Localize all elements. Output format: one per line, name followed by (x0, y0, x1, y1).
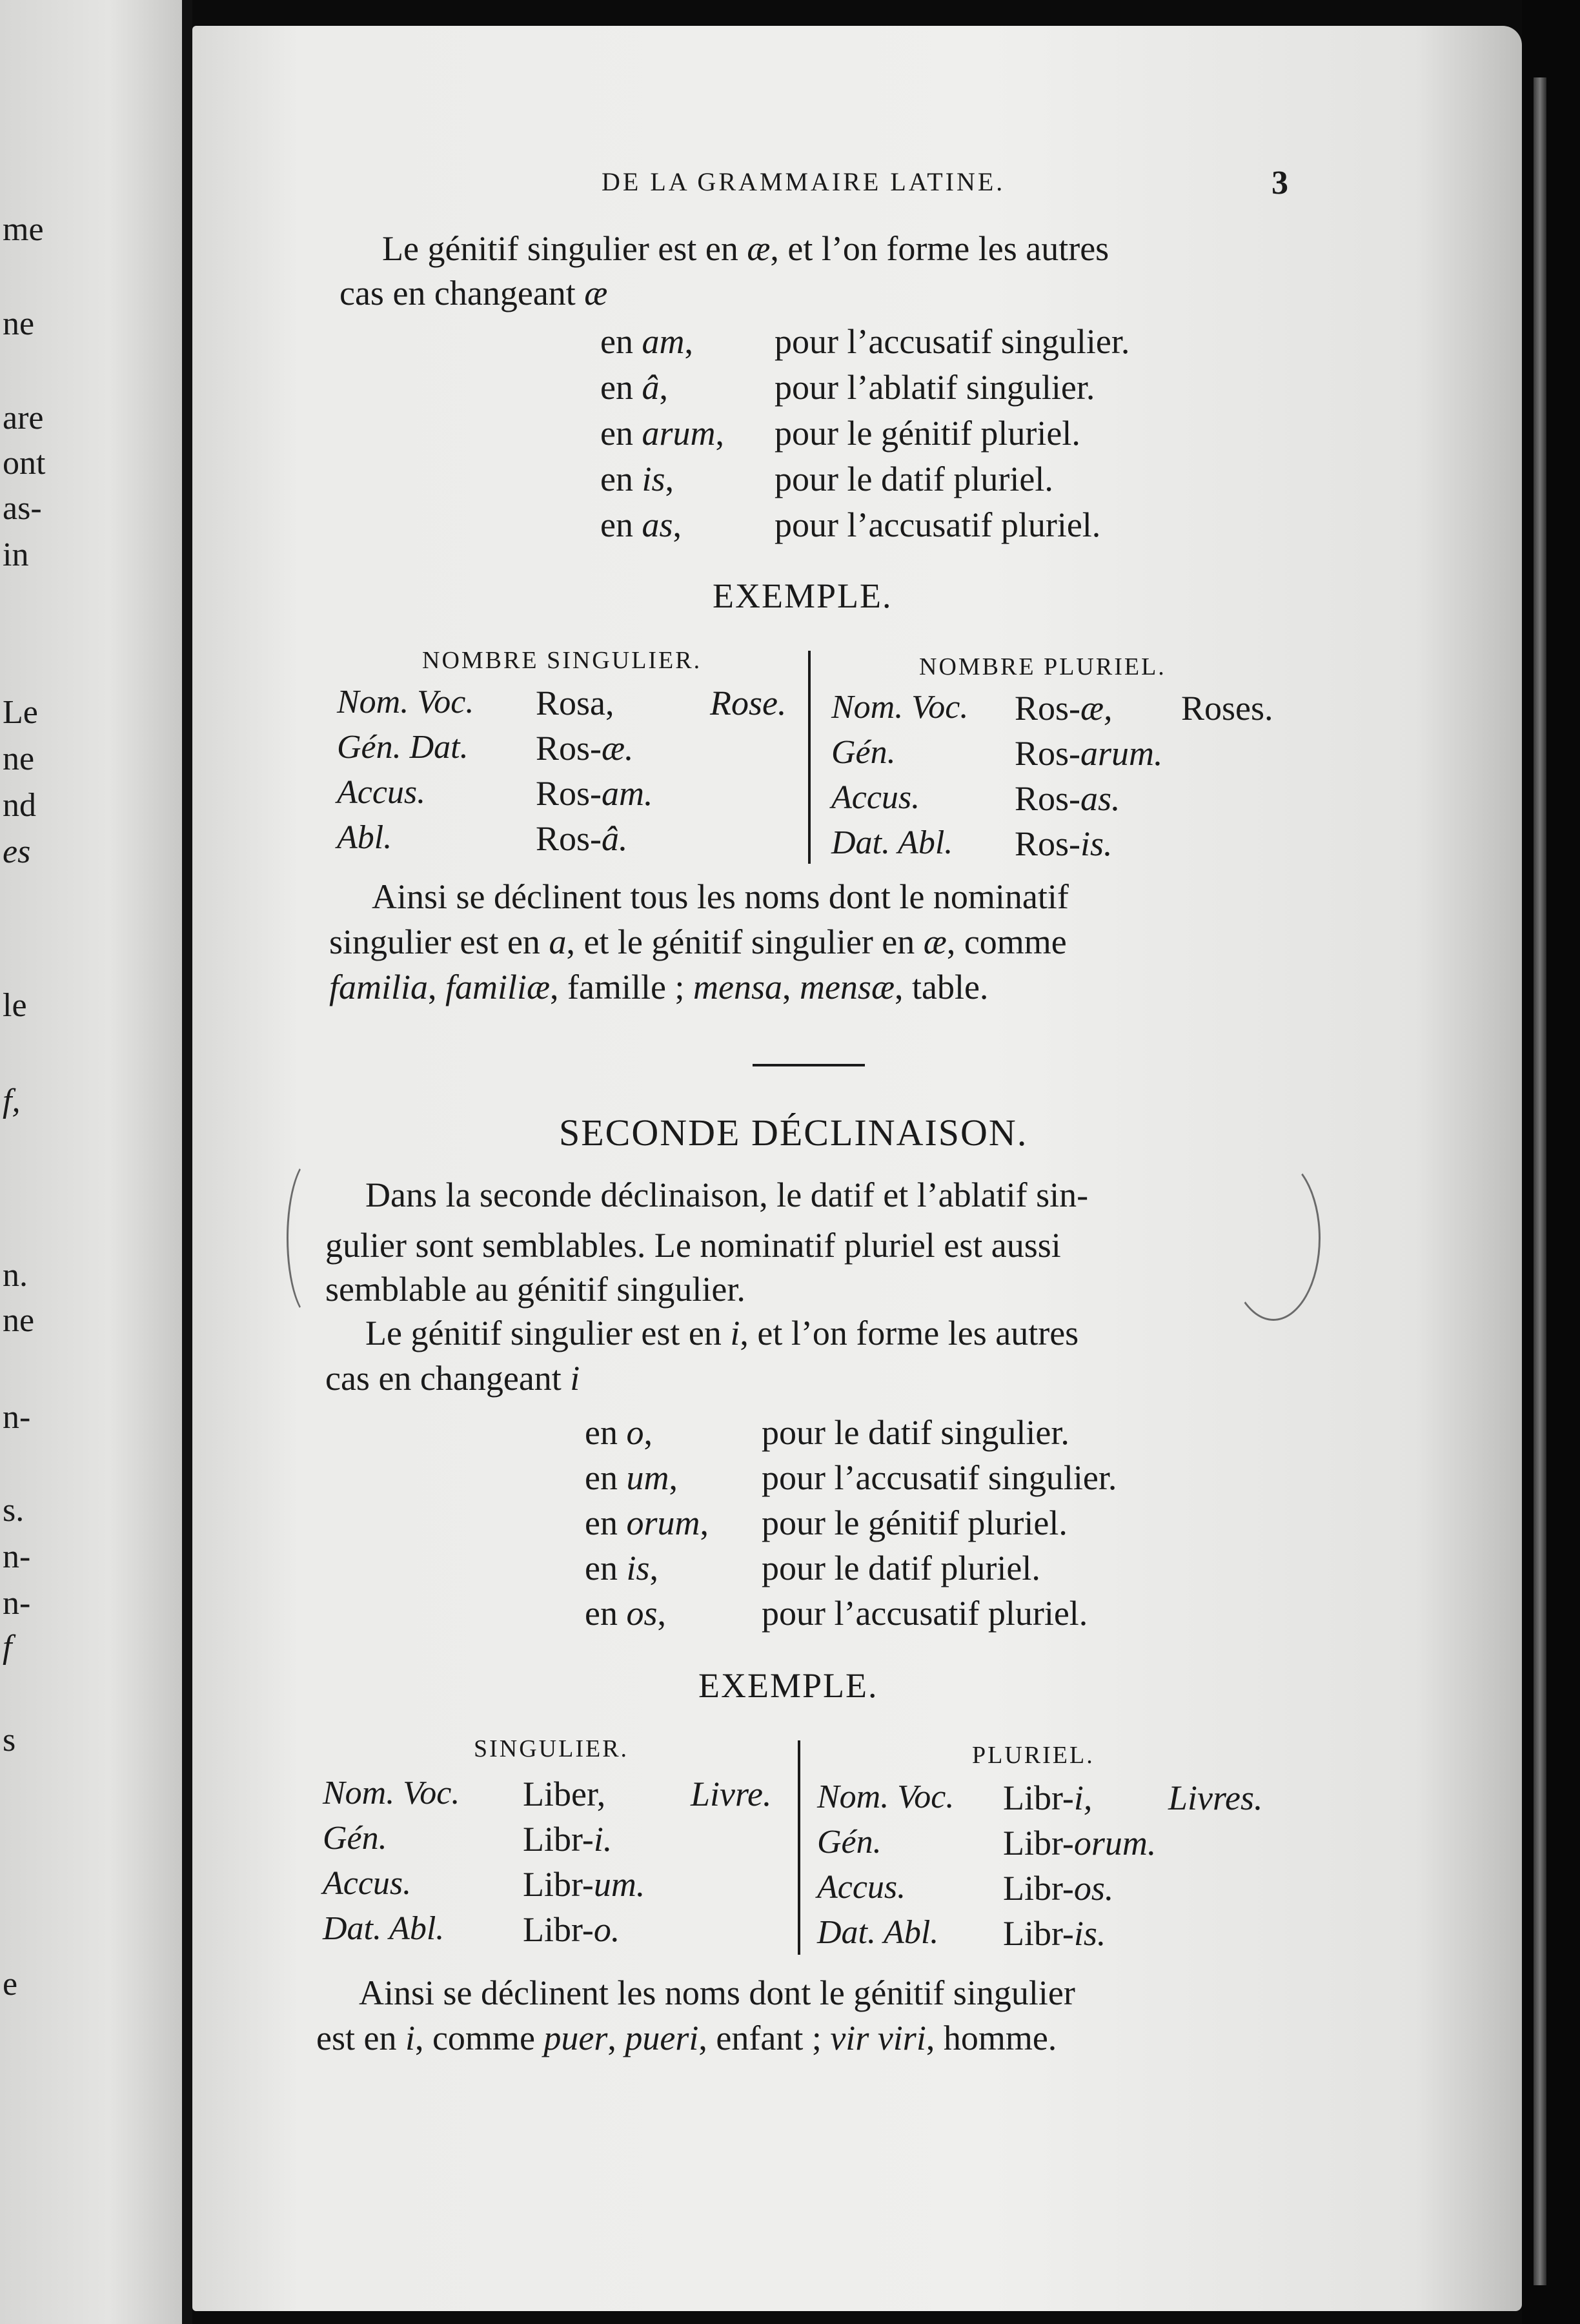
ending-label: en is, (585, 1549, 658, 1587)
second-declension-heading: SECONDE DÉCLINAISON. (559, 1112, 1028, 1154)
page-edge-shadow (1522, 0, 1580, 2324)
left-fragment: n. (3, 1257, 28, 1294)
book-gutter (182, 0, 192, 2324)
form: Libr-os. (1003, 1869, 1114, 1908)
ending-use: pour le datif pluriel. (762, 1549, 1040, 1587)
left-fragment: ne (3, 740, 35, 777)
plural-heading-1: NOMBRE PLURIEL. (919, 653, 1166, 680)
gloss: Rose. (710, 684, 787, 722)
table-divider-2 (798, 1740, 800, 1955)
form: Ros-as. (1015, 779, 1120, 818)
case-label: Dat. Abl. (831, 824, 953, 861)
left-fragment: ne (3, 305, 35, 342)
case-label: Nom. Voc. (337, 684, 474, 720)
ending-use: pour l’accusatif pluriel. (775, 505, 1101, 544)
form: Libr-um. (523, 1865, 645, 1904)
first-intro-line-1: Le génitif singulier est en æ, et l’on forme les autres (382, 229, 1109, 268)
ending-use: pour le génitif pluriel. (775, 414, 1080, 453)
ending-label: en o, (585, 1413, 653, 1452)
ending-label: en orum, (585, 1503, 709, 1542)
form: Rosa, (536, 684, 614, 722)
case-label: Accus. (323, 1865, 412, 1902)
form: Libr-is. (1003, 1914, 1106, 1953)
second-note-line-2: est en i, comme puer, pueri, enfant ; vir viri, homme. (316, 2019, 1057, 2057)
left-fragment: ne (3, 1302, 35, 1339)
second-note-line-1: Ainsi se déclinent les noms dont le génitif singulier (359, 1973, 1075, 2012)
case-label: Abl. (337, 819, 392, 856)
left-fragment: n- (3, 1399, 31, 1436)
left-fragment: es (3, 833, 31, 870)
plural-heading-2: PLURIEL. (972, 1742, 1095, 1769)
case-label: Accus. (817, 1869, 906, 1906)
left-fragment: are (3, 400, 44, 436)
left-fragment: me (3, 211, 44, 248)
ending-use: pour l’accusatif pluriel. (762, 1594, 1088, 1633)
second-para-line-3: semblable au génitif singulier. (325, 1270, 745, 1309)
case-label: Accus. (337, 774, 426, 811)
ending-use: pour le datif pluriel. (775, 460, 1053, 498)
ending-label: en arum, (600, 414, 724, 453)
case-label: Dat. Abl. (323, 1910, 445, 1947)
second-intro-line-2: cas en changeant i (325, 1359, 580, 1398)
left-fragment: ont (3, 445, 46, 482)
case-label: Nom. Voc. (831, 689, 969, 726)
left-fragment: s (3, 1722, 16, 1758)
left-fragment: as- (3, 490, 42, 527)
ending-label: en am, (600, 322, 693, 361)
left-fragment: nd (3, 787, 36, 824)
left-fragment: n- (3, 1585, 31, 1622)
form: Ros-arum. (1015, 734, 1163, 773)
case-label: Accus. (831, 779, 920, 816)
section-separator (753, 1064, 865, 1066)
form: Ros-is. (1015, 824, 1113, 863)
case-label: Gén. Dat. (337, 729, 469, 766)
left-fragment: f (3, 1629, 12, 1666)
ending-label: en is, (600, 460, 674, 498)
form: Libr-o. (523, 1910, 620, 1949)
gloss: Livres. (1168, 1779, 1263, 1817)
left-fragment: in (3, 536, 29, 573)
example-heading-2: EXEMPLE. (698, 1666, 878, 1705)
form: Libr-i. (523, 1820, 613, 1859)
case-label: Gén. (323, 1820, 387, 1857)
second-intro-line-1: Le génitif singulier est en i, et l’on forme les autres (365, 1314, 1079, 1352)
form: Libr-orum. (1003, 1824, 1157, 1862)
ending-label: en os, (585, 1594, 666, 1633)
form: Libr-i, (1003, 1779, 1093, 1817)
case-label: Gén. (831, 734, 896, 771)
first-note-line-3: familia, familiæ, famille ; mensa, mensæ, table. (329, 968, 989, 1006)
ending-label: en â, (600, 368, 668, 407)
left-fragment: f, (3, 1083, 21, 1119)
example-heading-1: EXEMPLE. (713, 576, 893, 615)
form: Liber, (523, 1775, 606, 1813)
left-fragment: le (3, 987, 27, 1024)
ending-use: pour l’ablatif singulier. (775, 368, 1095, 407)
gloss: Livre. (691, 1775, 772, 1813)
left-fragment: n- (3, 1538, 31, 1575)
page-number: 3 (1271, 165, 1288, 201)
left-fragment: e (3, 1966, 18, 2003)
left-page-margin (0, 0, 182, 2324)
singular-heading-1: NOMBRE SINGULIER. (422, 647, 702, 674)
left-fragment: Le (3, 694, 38, 731)
case-label: Nom. Voc. (817, 1779, 955, 1815)
first-intro-line-2: cas en changeant æ (339, 274, 608, 312)
case-label: Nom. Voc. (323, 1775, 460, 1811)
first-note-line-1: Ainsi se déclinent tous les noms dont le nominatif (372, 877, 1069, 916)
form: Ros-æ, (1015, 689, 1113, 728)
case-label: Dat. Abl. (817, 1914, 939, 1951)
page-edge-strip (1534, 77, 1546, 2285)
table-divider-1 (808, 651, 811, 864)
ending-label: en as, (600, 505, 682, 544)
singular-heading-2: SINGULIER. (474, 1735, 629, 1762)
form: Ros-â. (536, 819, 628, 858)
ending-use: pour le génitif pluriel. (762, 1503, 1068, 1542)
form: Ros-am. (536, 774, 653, 813)
pencil-bracket-right (1226, 1156, 1321, 1321)
ending-use: pour l’accusatif singulier. (775, 322, 1130, 361)
ending-use: pour le datif singulier. (762, 1413, 1069, 1452)
gloss: Roses. (1181, 689, 1273, 728)
first-note-line-2: singulier est en a, et le génitif singulier en æ, comme (329, 922, 1067, 961)
left-fragment: s. (3, 1492, 25, 1529)
form: Ros-æ. (536, 729, 634, 768)
second-para-line-1: Dans la seconde déclinaison, le datif et l’ablatif sin- (365, 1176, 1089, 1214)
ending-label: en um, (585, 1458, 678, 1497)
ending-use: pour l’accusatif singulier. (762, 1458, 1117, 1497)
case-label: Gén. (817, 1824, 882, 1860)
second-para-line-2: gulier sont semblables. Le nominatif pluriel est aussi (325, 1226, 1061, 1265)
running-title: DE LA GRAMMAIRE LATINE. (602, 167, 1006, 196)
